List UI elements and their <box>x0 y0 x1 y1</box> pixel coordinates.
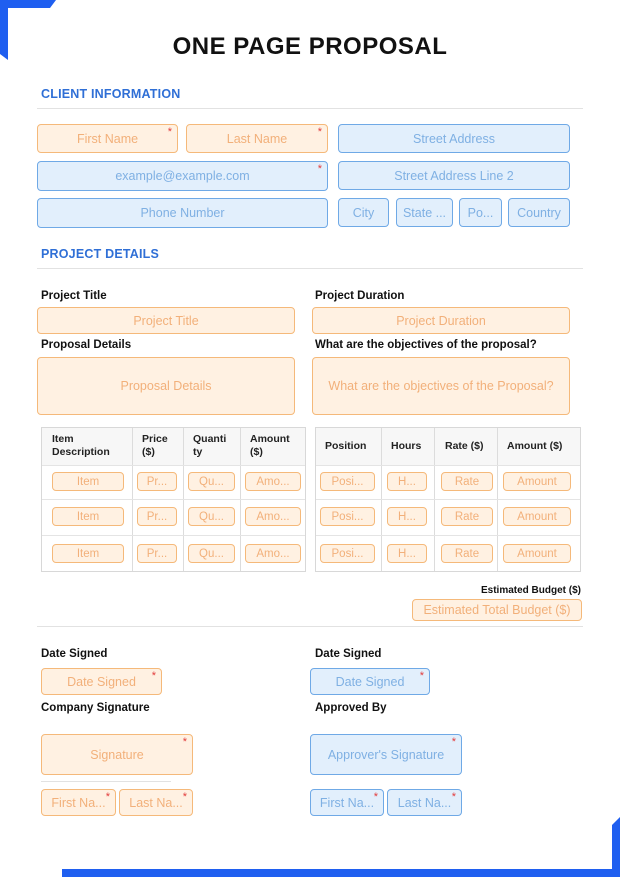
required-mark: * <box>182 791 187 803</box>
right-first-name-field[interactable] <box>310 789 384 816</box>
rate-input[interactable]: Rate <box>441 507 493 526</box>
required-mark: * <box>167 126 172 138</box>
price-input[interactable]: Pr... <box>137 472 177 491</box>
header-line: Description <box>52 446 110 458</box>
required-mark: * <box>451 736 456 748</box>
required-mark: * <box>182 736 187 748</box>
item-input[interactable]: Item <box>52 544 124 563</box>
row-divider <box>42 499 305 500</box>
required-mark: * <box>317 126 322 138</box>
labor-header-position: Position <box>325 440 367 452</box>
required-mark: * <box>373 791 378 803</box>
project-duration-field[interactable] <box>312 307 570 334</box>
approver-signature-pad[interactable] <box>310 734 462 775</box>
header-line: ($) <box>142 446 155 458</box>
required-mark: * <box>451 791 456 803</box>
row-divider <box>316 465 580 466</box>
header-line: ty <box>193 446 203 458</box>
item-input[interactable]: Item <box>52 472 124 491</box>
estimated-budget-field[interactable] <box>412 599 582 621</box>
required-mark: * <box>419 670 424 682</box>
row-divider <box>42 465 305 466</box>
labor-header-amount: Amount ($) <box>507 440 563 452</box>
city-field[interactable] <box>338 198 389 227</box>
first-name-placeholder: First Name <box>76 131 139 146</box>
street-address-placeholder: Street Address <box>413 131 495 146</box>
required-mark: * <box>151 670 156 682</box>
company-signature-pad[interactable] <box>41 734 193 775</box>
left-first-name-field[interactable] <box>41 789 116 816</box>
signature-underline <box>41 781 171 782</box>
left-last-name-placeholder: Last Na... <box>129 795 183 810</box>
items-header-amount <box>250 433 290 459</box>
phone-number-field[interactable] <box>37 198 328 228</box>
section-divider <box>37 626 583 627</box>
postal-code-field[interactable] <box>459 198 502 227</box>
header-line: Price <box>142 433 168 445</box>
state-field[interactable] <box>396 198 453 227</box>
page-title: ONE PAGE PROPOSAL <box>172 33 448 60</box>
labor-header-rate: Rate ($) <box>445 440 484 452</box>
quantity-input[interactable]: Qu... <box>188 472 235 491</box>
proposal-details-placeholder: Proposal Details <box>120 379 212 393</box>
objectives-placeholder: What are the objectives of the Proposal? <box>328 379 554 393</box>
row-divider <box>42 535 305 536</box>
project-title-field[interactable] <box>37 307 295 334</box>
amount-input[interactable]: Amount <box>503 544 571 563</box>
row-divider <box>316 499 580 500</box>
approver-signature-placeholder: Approver's Signature <box>327 747 445 762</box>
project-duration-placeholder: Project Duration <box>396 313 486 328</box>
hours-input[interactable]: H... <box>387 472 427 491</box>
quantity-input[interactable]: Qu... <box>188 544 235 563</box>
required-mark: * <box>317 163 322 175</box>
frame-bottom-bar <box>62 869 620 877</box>
right-date-placeholder: Date Signed <box>335 674 405 689</box>
email-placeholder: example@example.com <box>115 169 250 183</box>
project-title-placeholder: Project Title <box>133 313 199 328</box>
position-input[interactable]: Posi... <box>320 507 375 526</box>
country-placeholder: Country <box>517 205 561 220</box>
first-name-field[interactable] <box>37 124 178 153</box>
left-date-signed-field[interactable] <box>41 668 162 695</box>
phone-number-placeholder: Phone Number <box>140 206 225 220</box>
objectives-textarea[interactable] <box>312 357 570 415</box>
required-mark: * <box>105 791 110 803</box>
frame-corner-bottom-right <box>540 817 620 877</box>
header-line: ($) <box>250 446 263 458</box>
project-title-label: Project Title <box>41 290 107 302</box>
header-line: Amount <box>250 433 290 445</box>
left-date-placeholder: Date Signed <box>67 674 136 689</box>
right-date-signed-label: Date Signed <box>315 648 382 660</box>
header-line: Quanti <box>193 433 227 445</box>
project-details-heading: PROJECT DETAILS <box>41 247 160 261</box>
email-field[interactable] <box>37 161 328 191</box>
left-first-name-placeholder: First Na... <box>51 795 106 810</box>
right-last-name-field[interactable] <box>387 789 462 816</box>
rate-input[interactable]: Rate <box>441 544 493 563</box>
estimated-budget-placeholder: Estimated Total Budget ($) <box>423 603 571 617</box>
amount-input[interactable]: Amo... <box>245 507 301 526</box>
objectives-label: What are the objectives of the proposal? <box>315 339 537 351</box>
project-duration-label: Project Duration <box>315 290 405 302</box>
items-header-price <box>142 433 168 459</box>
last-name-placeholder: Last Name <box>226 131 288 146</box>
items-header-description <box>52 433 110 459</box>
labor-header-hours: Hours <box>391 440 422 452</box>
position-input[interactable]: Posi... <box>320 472 375 491</box>
item-input[interactable]: Item <box>52 507 124 526</box>
city-placeholder: City <box>352 205 375 220</box>
quantity-input[interactable]: Qu... <box>188 507 235 526</box>
street-address-field[interactable] <box>338 124 570 153</box>
state-placeholder: State ... <box>402 205 447 220</box>
estimated-budget-label: Estimated Budget ($) <box>480 585 581 596</box>
hours-input[interactable]: H... <box>387 544 427 563</box>
amount-input[interactable]: Amo... <box>245 472 301 491</box>
left-date-signed-label: Date Signed <box>41 648 108 660</box>
street-address-line2-placeholder: Street Address Line 2 <box>394 168 514 183</box>
amount-input[interactable]: Amo... <box>245 544 301 563</box>
postal-code-placeholder: Po... <box>467 205 494 220</box>
price-input[interactable]: Pr... <box>137 507 177 526</box>
proposal-details-textarea[interactable] <box>37 357 295 415</box>
company-signature-placeholder: Signature <box>90 747 144 762</box>
section-divider <box>37 108 583 109</box>
right-first-name-placeholder: First Na... <box>319 795 375 810</box>
amount-input[interactable]: Amount <box>503 507 571 526</box>
items-header-quantity <box>193 433 226 459</box>
row-divider <box>316 535 580 536</box>
street-address-line2-field[interactable] <box>338 161 570 190</box>
section-divider <box>37 268 583 269</box>
position-input[interactable]: Posi... <box>320 544 375 563</box>
company-signature-label: Company Signature <box>41 702 150 714</box>
client-information-heading: CLIENT INFORMATION <box>41 87 181 101</box>
approved-by-label: Approved By <box>315 702 387 714</box>
hours-input[interactable]: H... <box>387 507 427 526</box>
right-date-signed-field[interactable] <box>310 668 430 695</box>
amount-input[interactable]: Amount <box>503 472 571 491</box>
country-field[interactable] <box>508 198 570 227</box>
proposal-details-label: Proposal Details <box>41 339 132 351</box>
header-line: Item <box>52 433 74 445</box>
rate-input[interactable]: Rate <box>441 472 493 491</box>
last-name-field[interactable] <box>186 124 328 153</box>
price-input[interactable]: Pr... <box>137 544 177 563</box>
right-last-name-placeholder: Last Na... <box>397 795 452 810</box>
left-last-name-field[interactable] <box>119 789 193 816</box>
